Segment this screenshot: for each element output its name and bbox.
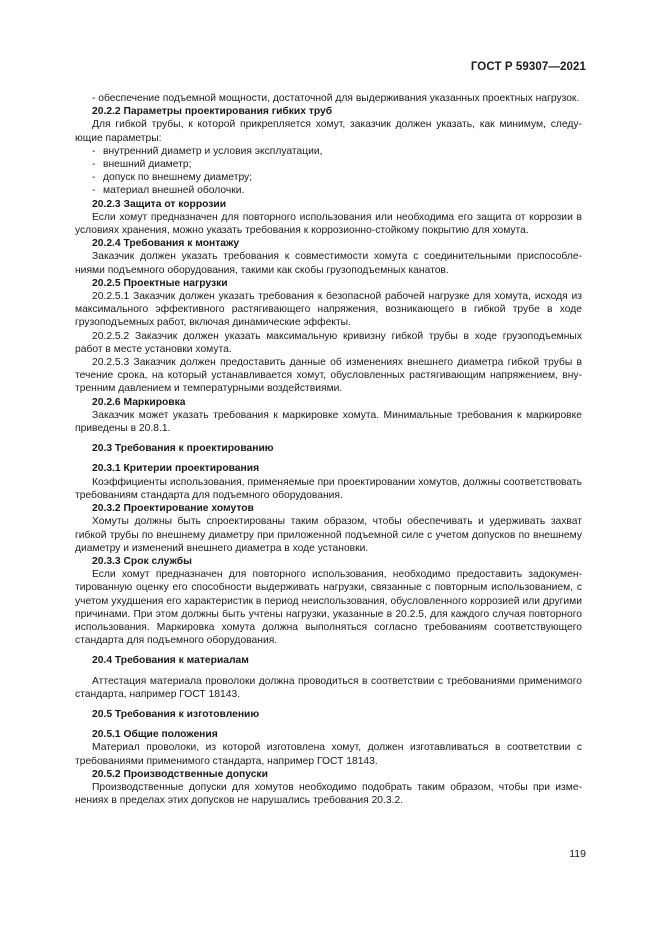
subsection-heading: 20.2.2 Параметры проектирования гибких труб [92,106,333,118]
paragraph: 20.2.5.2 Заказчик должен указать максимальную кривизну гибкой трубы в ходе грузоподъемных работ в месте установки хомута. [75,330,582,355]
page-number: 119 [569,848,586,860]
paragraph: Производственные допуски для хомутов необходимо подобрать таким образом, чтобы при изменениях в пределах этих допусков не нарушались требования 20.3.2. [75,781,582,807]
paragraph: Если хомут предназначен для повторного использования или необходима его защита от коррозии в условиях хранения, можно указать требования к коррозионно-стойкому покрытию для хомута. [75,211,582,237]
paragraph: Аттестация материала проволоки должна проводиться в соответствии с требованиями применимого стандарта, например ГОСТ 18143. [75,675,582,700]
subsection-heading: 20.3.2 Проектирование хомутов [92,503,254,515]
paragraph: - обеспечение подъемной мощности, достаточной для выдерживания указанных проектных нагрузок. [92,93,580,104]
subsection-heading: 20.3.3 Срок службы [92,555,192,567]
section-heading: 20.5 Требования к изготовлению [92,708,260,720]
document-header-id: ГОСТ Р 59307—2021 [470,61,586,73]
dash-marker: - [92,145,96,157]
paragraph: Для гибкой трубы, к которой прикрепляется хомут, заказчик должен указать, как минимум, следующие параметры: [75,119,582,144]
subsection-heading: 20.5.1 Общие положения [92,729,218,741]
dash-marker: - [92,185,96,197]
dash-marker: - [92,172,96,184]
subsection-heading: 20.3.1 Критерии проектирования [92,463,260,475]
list-item [75,145,582,158]
page-body [75,92,582,807]
paragraph: Если хомут предназначен для повторного использования, необходимо предоставить задокументированную оценку его способности выдерживать нагрузки, связанные с повторным использованием, с учетом ухудшения его характеристик в период неиспользования, обусловленного коррозией или другими причинами. При этом должны быть учтены нагрузки, указанные в 20.2.5, для каждого случая повторного использования. Маркировка хомута должна выполняться согласно требованиям соответствующего стандарта для подъемного оборудования. [75,569,582,647]
paragraph: Хомуты должны быть спроектированы таким образом, чтобы обеспечивать и удерживать захват гибкой трубы по внешнему диаметру при приложенной подъемной силе с учетом допусков по внешнему диаметру и изменений внешнего диаметра в ходе установки. [75,516,582,554]
subsection-heading: 20.5.2 Производственные допуски [92,768,268,780]
paragraph: 20.2.5.1 Заказчик должен указать требования к безопасной рабочей нагрузке для хомута, исходя из максимального эффективного растягивающего напряжения, возникающего в гибкой трубе в ходе грузоподъемных работ, включая динамические эффекты. [75,291,582,329]
paragraph: Коэффициенты использования, применяемые при проектировании хомутов, должны соответствовать требованиям стандарта для подъемного оборудования. [75,476,582,501]
subsection-heading: 20.2.5 Проектные нагрузки [92,277,228,289]
paragraph: Заказчик должен указать требования к совместимости хомута с соединительными приспособлениями подъемного оборудования, такими как скобы грузоподъемных канатов. [75,251,582,276]
paragraph: Заказчик может указать требования к маркировке хомута. Минимальные требования к маркировке приведены в 20.8.1. [75,409,582,435]
list-item-text: внутренний диаметр и условия эксплуатации, [103,145,323,157]
subsection-heading: 20.2.3 Защита от коррозии [92,198,227,210]
paragraph: Материал проволоки, из которой изготовлена хомут, должен изготавливаться в соответствии с требованиями применимого стандарта, например ГОСТ 18143. [75,742,582,767]
list-item-text: материал внешней оболочки. [103,185,245,197]
section-heading: 20.3 Требования к проектированию [92,443,274,455]
section-heading: 20.4 Требования к материалам [92,655,249,667]
subsection-heading: 20.2.6 Маркировка [92,396,186,408]
list-item-text: внешний диаметр; [103,159,192,171]
dash-marker: - [92,159,96,171]
list-item-text: допуск по внешнему диаметру; [103,172,253,184]
list-item [75,184,582,197]
subsection-heading: 20.2.4 Требования к монтажу [92,238,240,250]
list-item [75,158,582,171]
list-item [75,171,582,184]
paragraph: 20.2.5.3 Заказчик должен предоставить данные об изменениях внешнего диаметра гибкой трубы в течение срока, на который устанавливается хомут, обусловленных растягивающим напряжением, внутренним давлением и температурными воздействиями. [75,357,582,395]
